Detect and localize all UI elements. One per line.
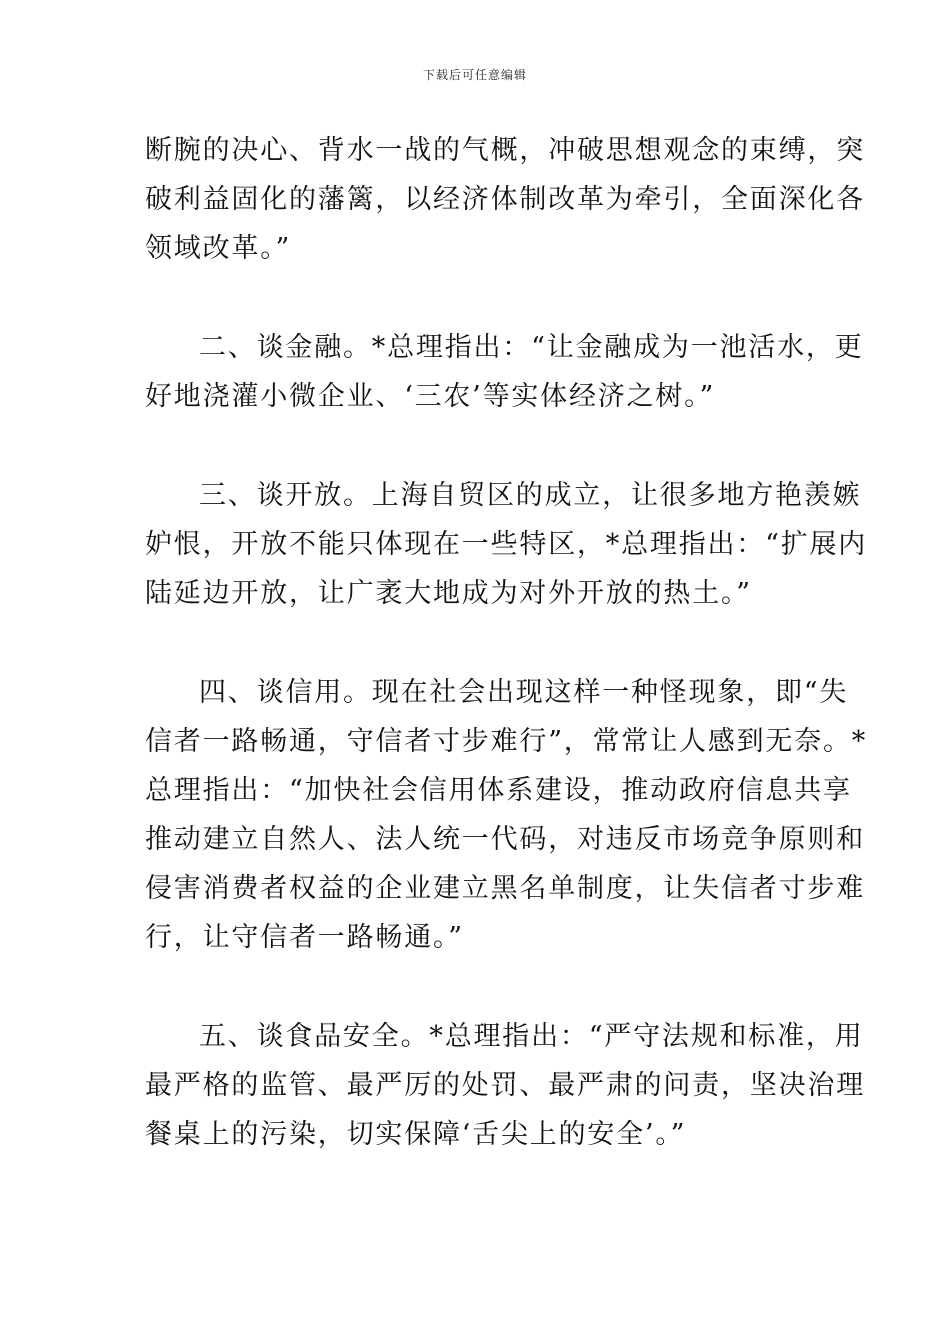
paragraph-opening [145,471,868,618]
text-line: 三、谈开放。上海自贸区的成立，让很多地方艳羡嫉 [199,480,862,511]
document-body [145,126,868,1159]
text-line: 二、谈金融。*总理指出：“让金融成为一池活水，更 [199,332,864,363]
text-line: 破利益固化的藩篱，以经济体制改革为牵引，全面深化各 [145,184,865,215]
text-line: 好地浇灌小微企业、‘三农’等实体经济之树。” [145,381,716,412]
text-line: 信者一路畅通，守信者寸步难行”，常常让人感到无奈。* [145,726,868,757]
text-line: 最严格的监管、最严厉的处罚、最严肃的问责，坚决治理 [145,1070,865,1101]
paragraph-continuation [145,126,865,273]
text-line: 侵害消费者权益的企业建立黑名单制度，让失信者寸步难 [145,873,865,904]
text-line: 行，让守信者一路畅通。” [145,922,464,953]
paragraph-finance [145,323,864,421]
text-line: 总理指出：“加快社会信用体系建设，推动政府信息共享 [145,775,852,806]
paragraph-food-safety [145,1012,865,1159]
text-line: 推动建立自然人、法人统一代码，对违反市场竞争原则和 [145,824,865,855]
text-line: 五、谈食品安全。*总理指出：“严守法规和标准，用 [199,1021,864,1052]
page-header: 下载后可任意编辑 [422,68,527,82]
text-line: 妒恨，开放不能只体现在一些特区，*总理指出：“扩展内 [145,529,868,560]
text-line: 陆延边开放，让广袤大地成为对外开放的热土。” [145,578,752,609]
text-line: 四、谈信用。现在社会出现这样一种怪现象，即“失 [199,677,849,708]
text-line: 断腕的决心、背水一战的气概，冲破思想观念的束缚，突 [145,135,865,166]
paragraph-credit [145,668,868,962]
text-line: 餐桌上的污染，切实保障‘舌尖上的安全’。” [145,1119,687,1150]
text-line: 领域改革。” [145,233,292,264]
